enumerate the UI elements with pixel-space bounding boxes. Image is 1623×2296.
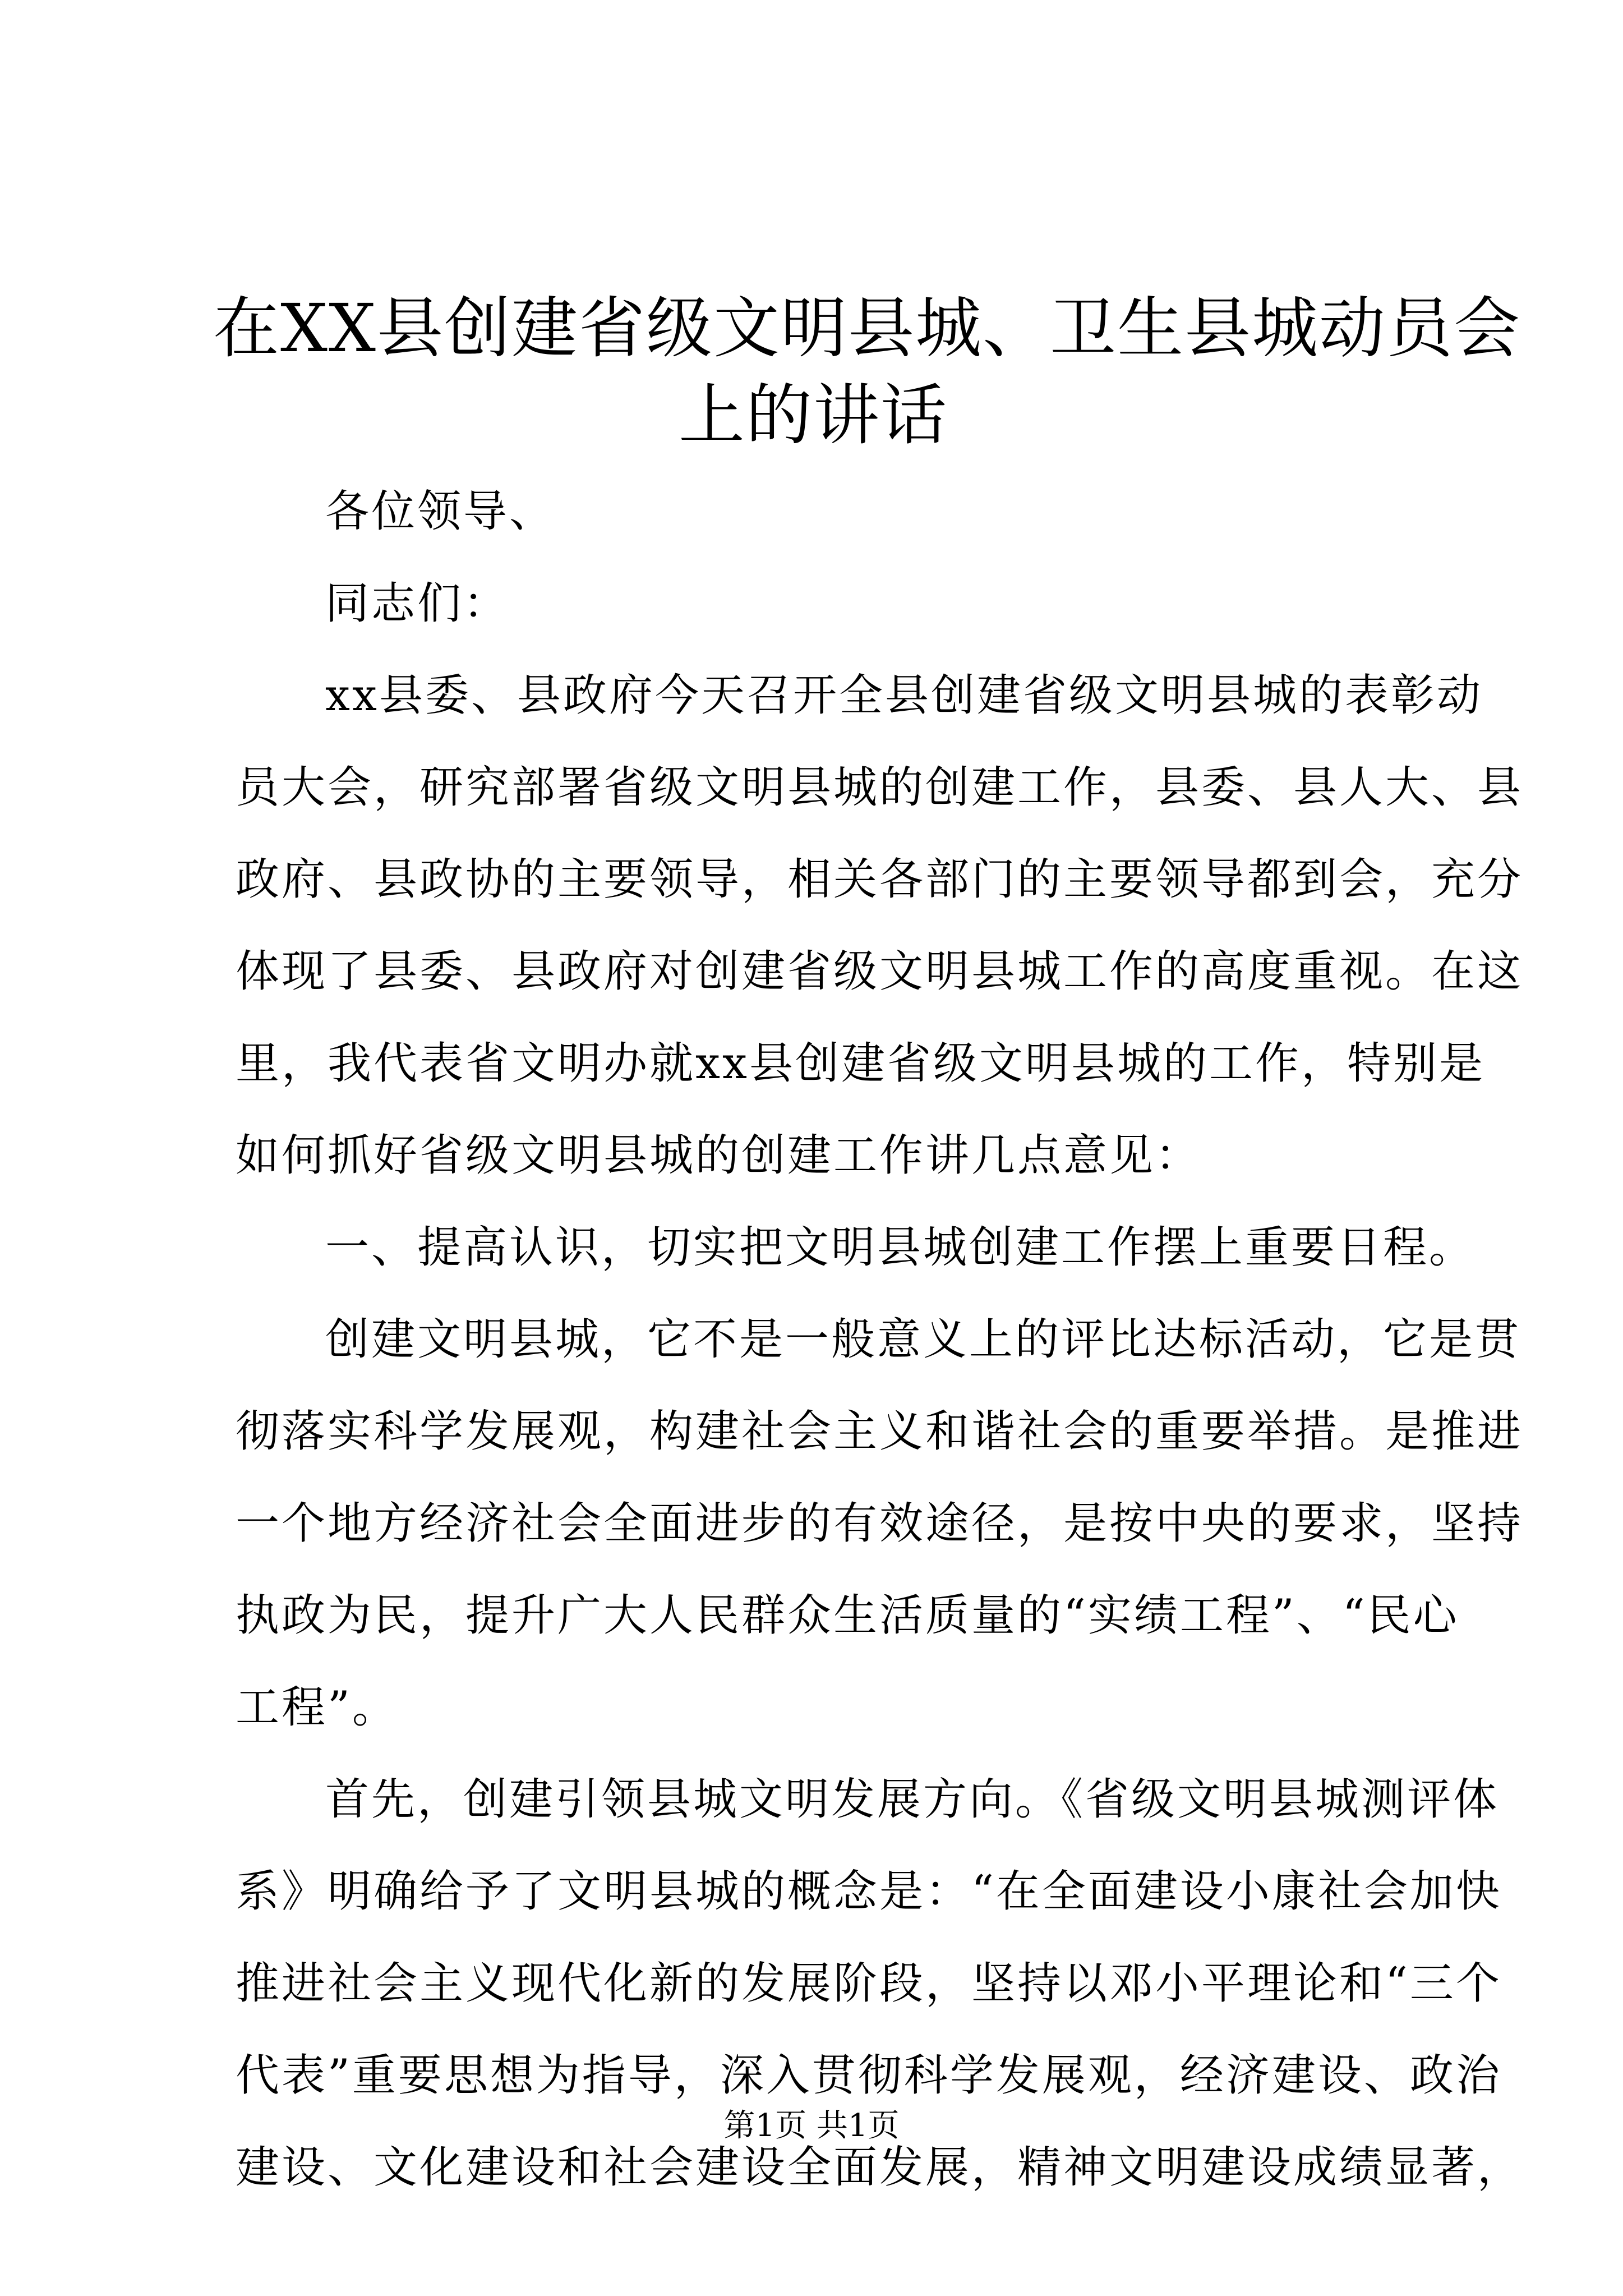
body-line: 体现了县委、县政府对创建省级文明县城工作的高度重视。在这 (236, 946, 1524, 997)
document-title-line-1: 在XX县创建省级文明县城、卫生县城动员会 (213, 289, 1521, 367)
body-line: xx县委、县政府今天召开全县创建省级文明县城的表彰动 (325, 670, 1483, 721)
body-line: 执政为民，提升广大人民群众生活质量的“实绩工程”、“民心 (236, 1590, 1459, 1641)
body-line: 创建文明县城，它不是一般意义上的评比达标活动，它是贯 (325, 1314, 1521, 1365)
document-body (236, 466, 1524, 2214)
body-line: 建设、文化建设和社会建设全面发展，精神文明建设成绩显著， (236, 2142, 1524, 2193)
body-line: 系》明确给予了文明县城的概念是：“在全面建设小康社会加快 (236, 1866, 1502, 1917)
body-line: 员大会，研究部署省级文明县城的创建工作，县委、县人大、县 (236, 762, 1524, 813)
page-number-footer: 第1页 共1页 (723, 2108, 900, 2144)
body-line: 代表”重要思想为指导，深入贯彻科学发展观，经济建设、政治 (236, 2050, 1502, 2101)
body-line: 推进社会主义现代化新的发展阶段，坚持以邓小平理论和“三个 (236, 1958, 1502, 2009)
body-line: 里，我代表省文明办就xx县创建省级文明县城的工作，特别是 (236, 1038, 1485, 1089)
salutation-line: 同志们： (325, 578, 510, 629)
body-line: 如何抓好省级文明县城的创建工作讲几点意见： (236, 1130, 1202, 1181)
document-title-line-2: 上的讲话 (678, 376, 948, 454)
body-line: 政府、县政协的主要领导，相关各部门的主要领导都到会，充分 (236, 854, 1524, 905)
section-heading: 一、提高认识，切实把文明县城创建工作摆上重要日程。 (325, 1222, 1476, 1273)
salutation-line: 各位领导、 (325, 486, 556, 537)
body-line: 一个地方经济社会全面进步的有效途径，是按中央的要求，坚持 (236, 1498, 1524, 1549)
body-line: 工程”。 (236, 1682, 398, 1733)
body-line: 彻落实科学发展观，构建社会主义和谐社会的重要举措。是推进 (236, 1406, 1524, 1457)
body-line: 首先，创建引领县城文明发展方向。《省级文明县城测评体 (325, 1774, 1500, 1825)
